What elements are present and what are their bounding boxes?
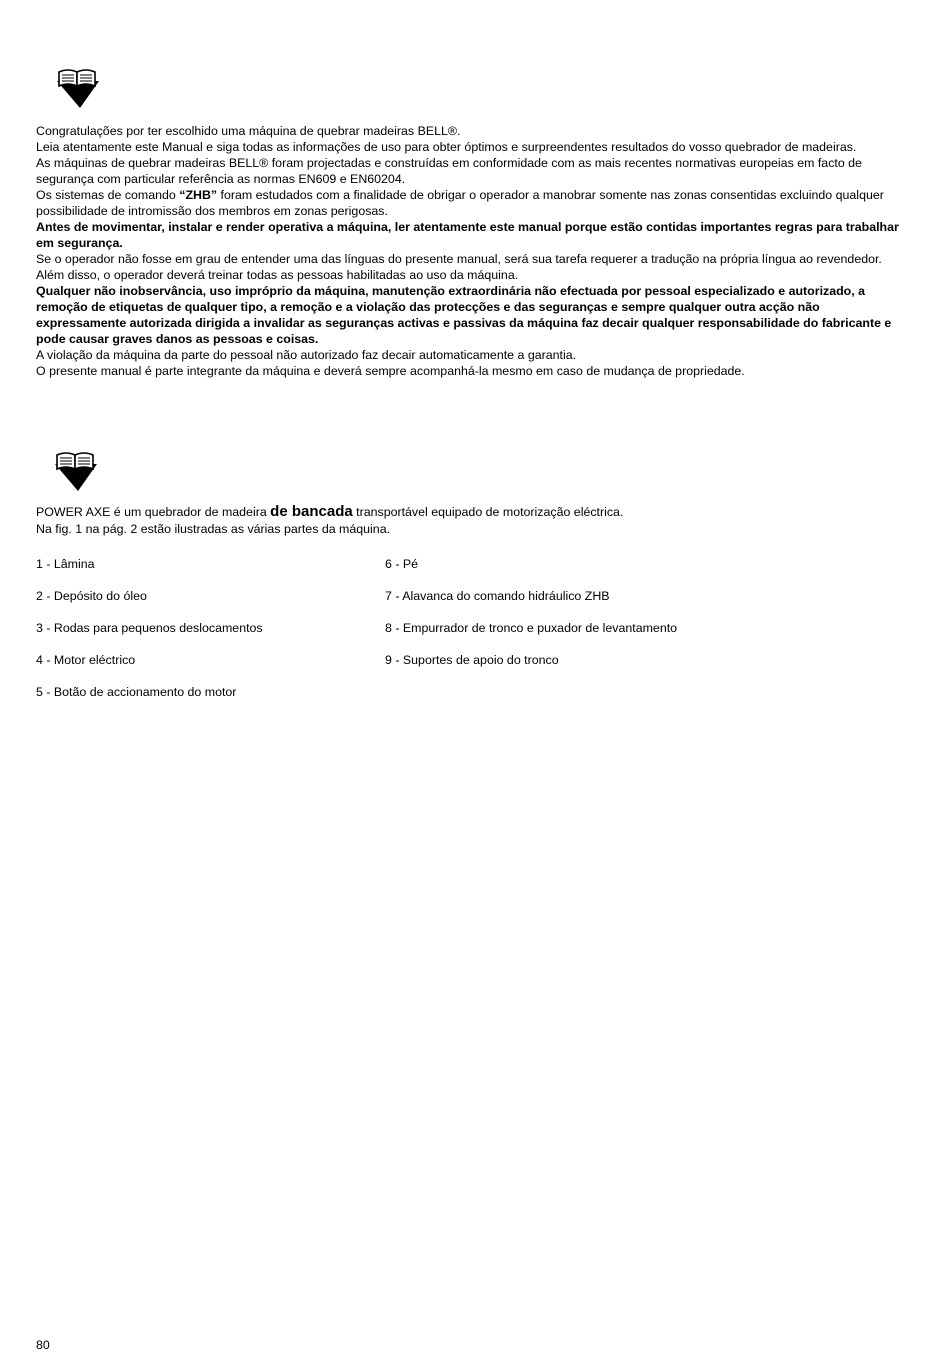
- part-item: 7 - Alavanca do comando hidráulico ZHB: [385, 589, 610, 603]
- intro-paragraph: Se o operador não fosse em grau de entender uma das línguas do presente manual, será sua tarefa requerer a tradução na própria língua ao revendedor.: [36, 252, 882, 266]
- part-item: 4 - Motor eléctrico: [36, 653, 136, 667]
- part-item: 9 - Suportes de apoio do tronco: [385, 653, 559, 667]
- zhb-label: “ZHB”: [179, 188, 218, 202]
- part-item: 3 - Rodas para pequenos deslocamentos: [36, 621, 263, 635]
- part-item: 8 - Empurrador de tronco e puxador de levantamento: [385, 621, 678, 635]
- intro-paragraph: A violação da máquina da parte do pessoal não autorizado faz decair automaticamente a garantia.: [36, 348, 577, 362]
- parts-row: [36, 619, 904, 651]
- bench-emphasis: de bancada: [270, 503, 353, 520]
- part-item: 2 - Depósito do óleo: [36, 589, 147, 603]
- page-number: 80: [36, 1338, 50, 1352]
- part-item: 5 - Botão de accionamento do motor: [36, 685, 237, 699]
- intro-paragraph: Leia atentamente este Manual e siga todas as informações de uso para obter óptimos e surpreendentes resultados do vosso quebrador de madeiras.: [36, 140, 857, 154]
- parts-row: [36, 555, 904, 587]
- intro-paragraph: [36, 187, 904, 219]
- parts-row: [36, 651, 904, 683]
- intro-paragraph: Congratulações por ter escolhido uma máquina de quebrar madeiras BELL®.: [36, 124, 461, 138]
- description-text: POWER AXE é um quebrador de madeira: [36, 505, 271, 519]
- open-book-arrow-icon: [56, 67, 100, 109]
- intro-section: [36, 123, 904, 379]
- intro-paragraph: As máquinas de quebrar madeiras BELL® foram projectadas e construídas em conformidade com as mais recentes normativas europeias em facto de segurança com particular referência as normas EN609 e EN60204.: [36, 156, 862, 186]
- description-line: [36, 503, 904, 521]
- part-item: 6 - Pé: [385, 557, 419, 571]
- parts-list: [36, 555, 904, 715]
- safety-warning: Antes de movimentar, instalar e render operativa a máquina, ler atentamente este manual porque estão contidas importantes regras para trabalhar em segurança.: [36, 220, 899, 250]
- liability-warning: Qualquer não inobservância, uso impróprio da máquina, manutenção extraordinária não efectuada por pessoal especializado e autorizado, a remoção de etiquetas de qualquer tipo, a remoção e a violação das protecções e das seguranças e sempre qualquer outra acção não expressamente autorizada dirigida a invalidar as seguranças activas e passivas da máquina faz decair qualquer responsabilidade do fabricante e pode causar graves danos as pessoas e coisas.: [36, 284, 892, 346]
- open-book-arrow-icon: [54, 450, 98, 492]
- parts-row: [36, 683, 904, 715]
- description-text-rest: transportável equipado de motorização eléctrica.: [352, 505, 624, 519]
- intro-paragraph: O presente manual é parte integrante da máquina e deverá sempre acompanhá-la mesmo em caso de mudança de propriedade.: [36, 364, 745, 378]
- parts-row: [36, 587, 904, 619]
- description-section: [36, 503, 904, 538]
- part-item-empty: [385, 683, 904, 715]
- zhb-text-rest: foram estudados com a finalidade de obrigar o operador a manobrar somente nas zonas consentidas excluindo qualquer possibilidade de intromissão dos membros em zonas perigosas.: [36, 188, 884, 218]
- zhb-text: Os sistemas de comando: [36, 188, 180, 202]
- description-line: Na fig. 1 na pág. 2 estão ilustradas as várias partes da máquina.: [36, 522, 391, 536]
- part-item: 1 - Lâmina: [36, 557, 95, 571]
- intro-paragraph: Além disso, o operador deverá treinar todas as pessoas habilitadas ao uso da máquina.: [36, 268, 519, 282]
